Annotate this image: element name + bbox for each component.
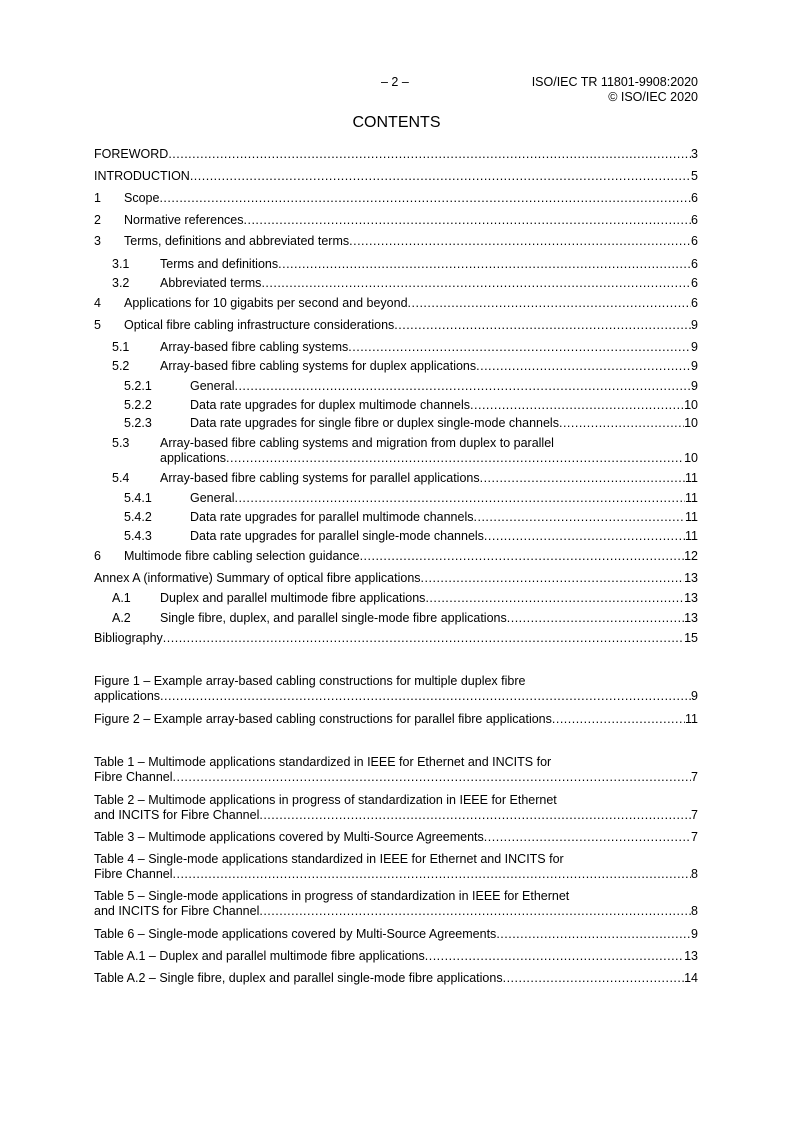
toc-entry[interactable] (94, 528, 698, 544)
dot-leader (394, 317, 691, 333)
dot-leader (480, 470, 685, 486)
toc-entry[interactable] (94, 590, 698, 606)
entry-title: Data rate upgrades for parallel multimode channels (190, 510, 474, 524)
entry-number: 5 (94, 318, 101, 332)
entry-title: INTRODUCTION (94, 169, 190, 183)
entry-title: Array-based fibre cabling systems for duplex applications (160, 359, 477, 373)
table-entry[interactable] (94, 866, 698, 882)
entry-page-number: 5 (691, 169, 698, 183)
toc-entry[interactable] (94, 233, 698, 249)
entry-number: A.1 (112, 591, 131, 605)
toc-entry[interactable] (94, 415, 698, 431)
toc-entry[interactable] (94, 450, 698, 466)
entry-page-number: 11 (685, 471, 698, 485)
entry-title: Scope (124, 191, 160, 205)
entry-number: 5.4.3 (124, 529, 152, 543)
dot-leader (168, 146, 691, 162)
dot-leader (507, 610, 684, 626)
dot-leader (244, 212, 692, 228)
entry-page-number: 9 (691, 359, 698, 373)
entry-number: 5.2 (112, 359, 130, 373)
dot-leader (559, 415, 684, 431)
entry-page-number: 12 (684, 549, 698, 563)
copyright-notice: © ISO/IEC 2020 (608, 90, 698, 104)
entry-page-number: 9 (691, 689, 698, 703)
entry-number: 2 (94, 213, 101, 227)
entry-title: Optical fibre cabling infrastructure considerations (124, 318, 395, 332)
dot-leader (408, 295, 692, 311)
entry-number: 5.2.2 (124, 398, 152, 412)
toc-entry-line1[interactable]: Array-based fibre cabling systems and migration from duplex to parallel (160, 436, 554, 450)
table-entry-line1[interactable]: Table 4 – Single-mode applications standardized in IEEE for Ethernet and INCITS for (94, 852, 564, 866)
entry-page-number: 7 (691, 830, 698, 844)
entry-number: 5.2.3 (124, 416, 152, 430)
dot-leader (360, 548, 685, 564)
entry-number: 3.2 (112, 276, 130, 290)
entry-title: Figure 2 – Example array-based cabling constructions for parallel fibre applications (94, 712, 552, 726)
dot-leader (484, 528, 685, 544)
entry-title: Multimode fibre cabling selection guidance (124, 549, 360, 563)
entry-page-number: 11 (685, 529, 698, 543)
toc-entry[interactable] (94, 397, 698, 413)
toc-entry[interactable] (94, 358, 698, 374)
entry-title: and INCITS for Fibre Channel (94, 904, 260, 918)
toc-entry[interactable] (94, 570, 698, 586)
entry-title: Table 3 – Multimode applications covered by Multi-Source Agreements (94, 830, 484, 844)
toc-entry[interactable] (94, 168, 698, 184)
entry-title: applications (94, 689, 161, 703)
entry-page-number: 3 (691, 147, 698, 161)
entry-page-number: 13 (684, 591, 698, 605)
entry-number: 6 (94, 549, 101, 563)
entry-title: General (190, 379, 235, 393)
contents-title: CONTENTS (352, 114, 441, 131)
entry-number: 5.4.1 (124, 491, 152, 505)
dot-leader (425, 948, 684, 964)
table-entry-line1[interactable]: Table 1 – Multimode applications standardized in IEEE for Ethernet and INCITS for (94, 755, 552, 769)
entry-title: Terms, definitions and abbreviated terms (124, 234, 350, 248)
figure-entry[interactable] (94, 711, 698, 727)
entry-title: Normative references (124, 213, 244, 227)
toc-entry[interactable] (94, 548, 698, 564)
entry-page-number: 13 (684, 571, 698, 585)
entry-page-number: 6 (691, 276, 698, 290)
toc-entry[interactable] (94, 339, 698, 355)
dot-leader (173, 866, 692, 882)
entry-title: FOREWORD (94, 147, 169, 161)
table-entry-line1[interactable]: Table 2 – Multimode applications in progress of standardization in IEEE for Ethernet (94, 793, 557, 807)
entry-page-number: 13 (684, 611, 698, 625)
figure-entry[interactable] (94, 688, 698, 704)
entry-title: Data rate upgrades for parallel single-mode channels (190, 529, 484, 543)
entry-number: 4 (94, 296, 101, 310)
entry-title: Table A.2 – Single fibre, duplex and parallel single-mode fibre applications (94, 971, 503, 985)
entry-number: A.2 (112, 611, 131, 625)
dot-leader (470, 397, 684, 413)
figure-entry-line1[interactable]: Figure 1 – Example array-based cabling constructions for multiple duplex fibre (94, 674, 526, 688)
dot-leader (348, 339, 691, 355)
toc-entry[interactable] (94, 275, 698, 291)
dot-leader (163, 630, 684, 646)
entry-title: Bibliography (94, 631, 163, 645)
toc-entry[interactable] (94, 509, 698, 525)
dot-leader (160, 688, 691, 704)
entry-page-number: 9 (691, 379, 698, 393)
page-number: – 2 – (381, 75, 409, 89)
entry-page-number: 6 (691, 234, 698, 248)
dot-leader (261, 275, 691, 291)
entry-number: 1 (94, 191, 101, 205)
entry-title: Abbreviated terms (160, 276, 262, 290)
entry-page-number: 8 (691, 904, 698, 918)
dot-leader (552, 711, 685, 727)
entry-page-number: 15 (684, 631, 698, 645)
table-entry[interactable] (94, 829, 698, 845)
entry-page-number: 9 (691, 927, 698, 941)
dot-leader (234, 378, 691, 394)
entry-page-number: 10 (684, 451, 698, 465)
dot-leader (476, 358, 691, 374)
entry-title: Array-based fibre cabling systems for parallel applications (160, 471, 480, 485)
entry-title: Table 6 – Single-mode applications covered by Multi-Source Agreements (94, 927, 497, 941)
dot-leader (503, 970, 685, 986)
entry-page-number: 11 (685, 510, 698, 524)
document-id-block (532, 75, 698, 105)
entry-title: Data rate upgrades for single fibre or duplex single-mode channels (190, 416, 559, 430)
entry-title: and INCITS for Fibre Channel (94, 808, 260, 822)
entry-title: Table A.1 – Duplex and parallel multimode fibre applications (94, 949, 425, 963)
dot-leader (173, 769, 692, 785)
toc-entry[interactable] (94, 212, 698, 228)
toc-entry[interactable] (94, 146, 698, 162)
entry-title: Data rate upgrades for duplex multimode channels (190, 398, 471, 412)
toc-entry[interactable] (94, 190, 698, 206)
entry-number: 5.4 (112, 471, 130, 485)
document-id: ISO/IEC TR 11801-9908:2020 (531, 75, 698, 89)
entry-title: Single fibre, duplex, and parallel single-mode fibre applications (160, 611, 507, 625)
entry-page-number: 14 (684, 971, 698, 985)
toc-entry[interactable] (94, 317, 698, 333)
entry-page-number: 10 (684, 398, 698, 412)
dot-leader (259, 807, 691, 823)
entry-number: 3 (94, 234, 101, 248)
entry-title: Terms and definitions (160, 257, 279, 271)
entry-title: Applications for 10 gigabits per second and beyond (124, 296, 408, 310)
dot-leader (496, 926, 691, 942)
dot-leader (190, 168, 691, 184)
toc-entry[interactable] (94, 378, 698, 394)
table-entry[interactable] (94, 926, 698, 942)
entry-page-number: 13 (684, 949, 698, 963)
table-entry[interactable] (94, 948, 698, 964)
dot-leader (234, 490, 685, 506)
entry-title: Fibre Channel (94, 867, 173, 881)
toc-entry[interactable] (94, 470, 698, 486)
dot-leader (259, 903, 691, 919)
table-entry[interactable] (94, 769, 698, 785)
dot-leader (484, 829, 691, 845)
toc-entry[interactable] (94, 295, 698, 311)
dot-leader (226, 450, 684, 466)
entry-page-number: 6 (691, 296, 698, 310)
entry-page-number: 10 (684, 416, 698, 430)
entry-title: General (190, 491, 235, 505)
entry-number: 5.2.1 (124, 379, 152, 393)
dot-leader (278, 256, 691, 272)
entry-number: 5.4.2 (124, 510, 152, 524)
entry-title: Annex A (informative) Summary of optical fibre applications (94, 571, 421, 585)
entry-title: Fibre Channel (94, 770, 173, 784)
entry-page-number: 6 (691, 191, 698, 205)
entry-page-number: 7 (691, 808, 698, 822)
entry-page-number: 6 (691, 213, 698, 227)
toc-entry[interactable] (94, 630, 698, 646)
toc-entry[interactable] (94, 490, 698, 506)
entry-title: Duplex and parallel multimode fibre applications (160, 591, 426, 605)
table-entry[interactable] (94, 970, 698, 986)
entry-title: Array-based fibre cabling systems (160, 340, 349, 354)
table-entry[interactable] (94, 903, 698, 919)
entry-number: 3.1 (112, 257, 130, 271)
entry-page-number: 9 (691, 318, 698, 332)
toc-entry[interactable] (94, 610, 698, 626)
dot-leader (349, 233, 691, 249)
table-entry-line1[interactable]: Table 5 – Single-mode applications in progress of standardization in IEEE for Ethernet (94, 889, 570, 903)
entry-page-number: 11 (685, 491, 698, 505)
entry-title: applications (160, 451, 227, 465)
entry-number: 5.1 (112, 340, 130, 354)
dot-leader (159, 190, 691, 206)
entry-page-number: 9 (691, 340, 698, 354)
dot-leader (421, 570, 685, 586)
toc-entry[interactable] (94, 256, 698, 272)
entry-page-number: 8 (691, 867, 698, 881)
entry-number: 5.3 (112, 436, 130, 450)
table-entry[interactable] (94, 807, 698, 823)
entry-page-number: 11 (685, 712, 698, 726)
dot-leader (474, 509, 686, 525)
entry-page-number: 7 (691, 770, 698, 784)
dot-leader (425, 590, 684, 606)
entry-page-number: 6 (691, 257, 698, 271)
